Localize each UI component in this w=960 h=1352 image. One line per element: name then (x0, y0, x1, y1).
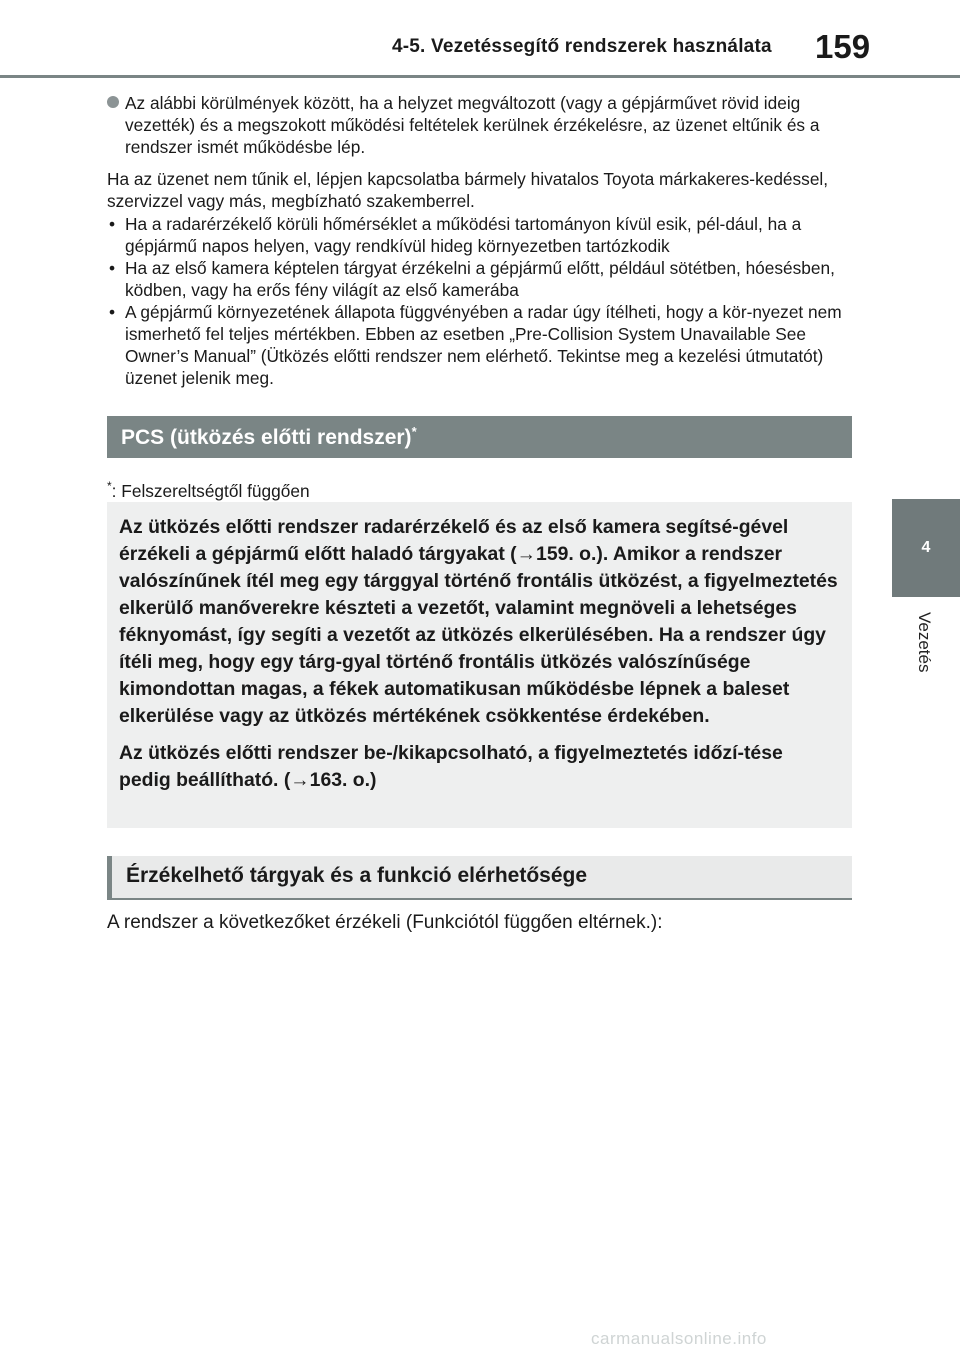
footnote-star: * (107, 479, 112, 493)
bullet-note (107, 92, 855, 158)
section-header-objects (107, 856, 852, 900)
summary-paragraph: Az ütközés előtti rendszer be-/kikapcsolható, a figyelmeztetés időzí-tése pedig beállítható. (→163. o.) (119, 742, 783, 791)
bullet-mark: • (109, 302, 116, 322)
list-item (107, 213, 855, 257)
footnote (107, 475, 855, 502)
list-item (107, 301, 855, 389)
bullet-mark: • (109, 258, 116, 278)
chapter-tab (892, 499, 960, 597)
footnote-text: : Felszereltségtől függően (111, 480, 310, 501)
bullet-mark: • (109, 214, 116, 234)
closing-paragraph: A rendszer a következőket érzékeli (Funkciótól függően eltérnek.): (107, 912, 663, 933)
section-title: PCS (ütközés előtti rendszer) (121, 426, 412, 449)
header-title: 4-5. Vezetéssegítő rendszerek használata (392, 36, 772, 57)
list-item-text: A gépjármű környezetének állapota függvényében a radar úgy ítélheti, hogy a kör-nyezet nem ismerhető fel teljes mértékben. Ebben az esetben „Pre-Collision System Unavailable See Owner’s Manual” (Ütközés előtti rendszer nem elérhető. Tekintse meg a kezelési útmutatót) üzenet jelenik meg. (125, 302, 842, 388)
pcs-summary-box (107, 502, 852, 828)
section-title: Érzékelhető tárgyak és a funkció elérhetősége (126, 864, 588, 887)
chapter-label: Vezetés (915, 612, 934, 673)
chapter-number: 4 (921, 539, 931, 556)
watermark: carmanualsonline.info (591, 1329, 767, 1348)
intro-paragraph: Ha az üzenet nem tűnik el, lépjen kapcsolatba bármely hivatalos Toyota márkakeres-kedéssel, szervizzel vagy más, megbízható szakemberrel. (107, 169, 829, 211)
bullet-note-text: Az alábbi körülmények között, ha a helyzet megváltozott (vagy a gépjárművet rövid ideig vezették) és a megszokott működési feltételek kerülnek érzékelésre, az üzenet eltűnik és a rendszer ismét működésbe lép. (125, 93, 820, 157)
list-item-text: Ha a radarérzékelő körüli hőmérséklet a működési tartományon kívül esik, pél-dául, ha a gépjármű napos helyen, vagy rendkívül hideg környezetben tartózkodik (125, 214, 802, 256)
condition-list (107, 213, 855, 389)
section-header-pcs (107, 416, 852, 458)
footnote-marker: * (411, 424, 417, 439)
bullet-circle-icon (107, 96, 119, 108)
summary-paragraph: Az ütközés előtti rendszer radarérzékelő és az első kamera segítsé-gével érzékeli a gépjármű előtt haladó tárgyakat (→159. o.). Amikor a rendszer valószínűnek ítél meg egy tárggyal történő frontális ütközést, a figyelmeztetés elkerülő manőverekre készteti a vezetőt, valamint megnöveli a lehetséges féknyomást, így segíti a vezetőt az ütközés elkerülésében. Ha a rendszer úgy ítéli meg, hogy egy tárg-gyal történő frontális ütközés valószínűsége kimondottan magas, a fékek automatikusan működésbe lépnek a baleset elkerülése vagy az ütközés mértékének csökkentése érdekében. (119, 516, 838, 727)
list-item (107, 257, 855, 301)
page-number: 159 (815, 28, 871, 65)
list-item-text: Ha az első kamera képtelen tárgyat érzékelni a gépjármű előtt, például sötétben, hóesésben, ködben, vagy ha erős fény világít az első kamerába (125, 258, 835, 300)
header-rule (0, 75, 960, 78)
